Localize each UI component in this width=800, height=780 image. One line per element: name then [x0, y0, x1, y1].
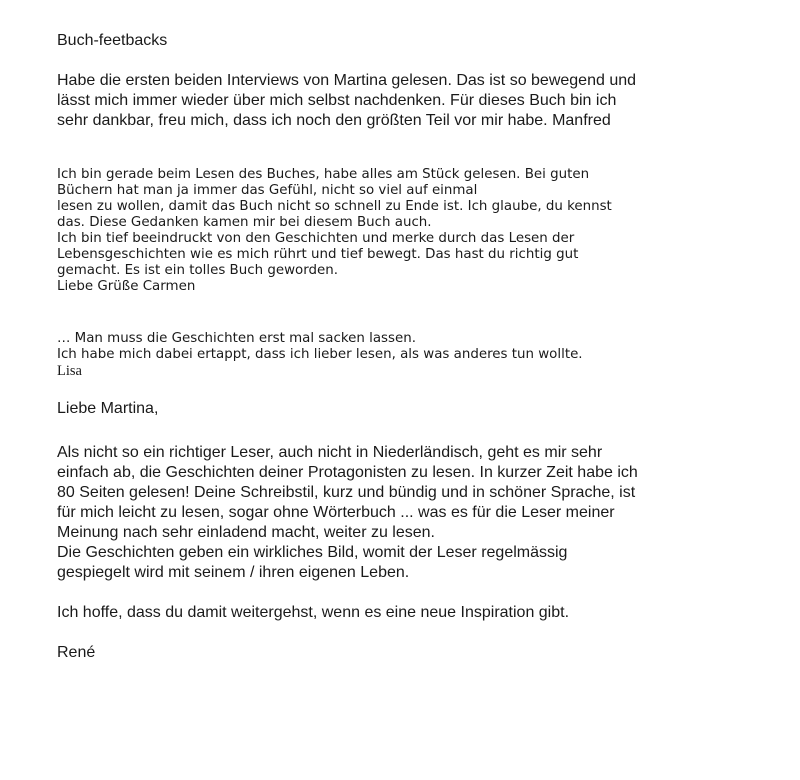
feedback-line: Ich bin gerade beim Lesen des Buches, habe alles am Stück gelesen. Bei guten [57, 167, 590, 182]
feedback-line: einfach ab, die Geschichten deiner Protagonisten zu lesen. In kurzer Zeit habe ich [57, 464, 638, 481]
feedback-signature: Liebe Grüße Carmen [57, 279, 196, 294]
feedback-line: … Man muss die Geschichten erst mal sacken lassen. [57, 331, 416, 346]
feedback-manfred [57, 71, 757, 131]
feedback-signature: Lisa [57, 363, 82, 379]
letter-greeting: Liebe Martina, [57, 400, 159, 417]
feedback-signature: René [57, 644, 96, 661]
feedback-line: Als nicht so ein richtiger Leser, auch nicht in Niederländisch, geht es mir sehr [57, 444, 603, 461]
feedback-lisa-text [57, 331, 757, 363]
feedback-line: Büchern hat man ja immer das Gefühl, nicht so viel auf einmal [57, 183, 478, 198]
feedback-line: das. Diese Gedanken kamen mir bei diesem Buch auch. [57, 215, 432, 230]
feedback-carmen [57, 167, 757, 295]
letter-closing: Ich hoffe, dass du damit weitergehst, wenn es eine neue Inspiration gibt. [57, 604, 570, 621]
feedback-line: 80 Seiten gelesen! Deine Schreibstil, kurz und bündig und in schöner Sprache, ist [57, 484, 636, 501]
feedback-line: lesen zu wollen, damit das Buch nicht so schnell zu Ende ist. Ich glaube, du kennst [57, 199, 612, 214]
letter-body [57, 443, 757, 583]
feedback-lisa [57, 331, 757, 379]
feedback-line: für mich leicht zu lesen, sogar ohne Wörterbuch ... was es für die Leser meiner [57, 504, 615, 521]
document-title: Buch-feetbacks [57, 32, 168, 49]
feedback-document [57, 31, 757, 663]
feedback-rene [57, 399, 757, 663]
feedback-line: lässt mich immer wieder über mich selbst nachdenken. Für dieses Buch bin ich [57, 92, 617, 109]
feedback-line: Lebensgeschichten wie es mich rührt und tief bewegt. Das hast du richtig gut [57, 247, 579, 262]
feedback-line: Ich bin tief beeindruckt von den Geschichten und merke durch das Lesen der [57, 231, 575, 246]
feedback-line: sehr dankbar, freu mich, dass ich noch den größten Teil vor mir habe. Manfred [57, 112, 611, 129]
feedback-line: Ich habe mich dabei ertappt, dass ich lieber lesen, als was anderes tun wollte. [57, 347, 583, 362]
feedback-line: Habe die ersten beiden Interviews von Martina gelesen. Das ist so bewegend und [57, 72, 637, 89]
feedback-line: gespiegelt wird mit seinem / ihren eigenen Leben. [57, 564, 410, 581]
feedback-line: Meinung nach sehr einladend macht, weiter zu lesen. [57, 524, 435, 541]
feedback-line: Die Geschichten geben ein wirkliches Bild, womit der Leser regelmässig [57, 544, 568, 561]
feedback-line: gemacht. Es ist ein tolles Buch geworden. [57, 263, 338, 278]
